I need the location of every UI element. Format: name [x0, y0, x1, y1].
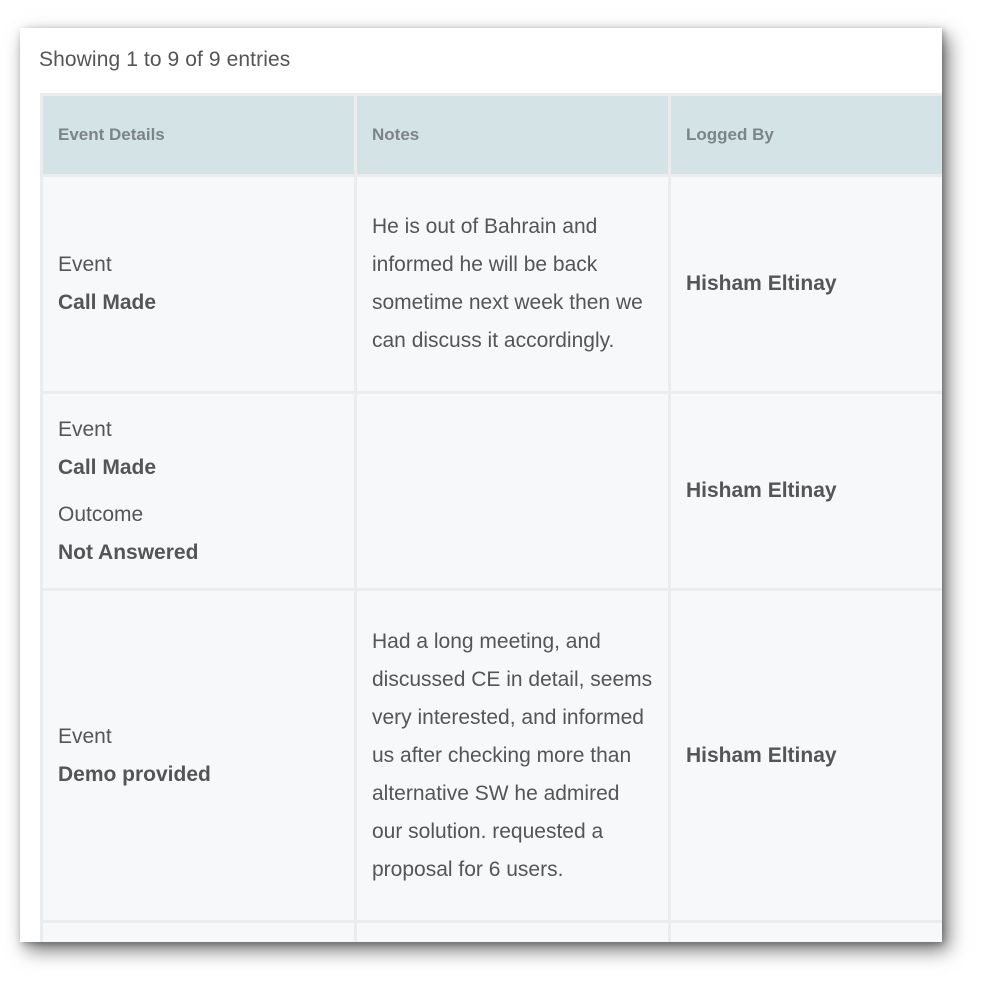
notes-cell: Had a long meeting, and discussed CE in detail, seems very interested, and informed us after checking more than alternative SW he admired our solution. requested a proposal for 6 users. [356, 590, 670, 922]
outcome-label: Outcome [58, 502, 144, 526]
column-header-notes[interactable]: Notes [356, 95, 670, 176]
event-log-table [40, 93, 942, 942]
event-value: Call Made [58, 455, 157, 479]
logged-by-name: Hisham Eltinay [686, 272, 837, 295]
logged-by-name: Hisham Eltinay [686, 479, 837, 502]
event-details-cell [42, 393, 356, 590]
logged-by-cell [670, 393, 943, 590]
column-header-event-details[interactable]: Event Details [42, 95, 356, 176]
event-label: Event [58, 253, 112, 276]
logged-by-name: Hisham Eltinay [686, 743, 837, 767]
table-row [42, 176, 943, 393]
table-header-row [42, 95, 943, 176]
event-details-cell [42, 922, 356, 943]
logged-by-cell [670, 922, 943, 943]
notes-cell: He is out of Bahrain and informed he will be back sometime next week then we can discuss it accordingly. [356, 176, 670, 393]
column-header-logged-by[interactable]: Logged By [670, 95, 943, 176]
logged-by-cell [670, 590, 943, 922]
event-details-cell [42, 590, 356, 922]
event-label: Event [58, 724, 112, 748]
outcome-value: Not Answered [58, 540, 199, 564]
table-row [42, 922, 943, 943]
notes-cell [356, 922, 670, 943]
logged-by-cell [670, 176, 943, 393]
table-row [42, 393, 943, 590]
event-log-panel [20, 28, 942, 942]
event-label: Event [58, 417, 112, 441]
notes-cell [356, 393, 670, 590]
event-details-cell [42, 176, 356, 393]
event-value: Demo provided [58, 762, 211, 786]
table-row [42, 590, 943, 922]
event-value: Call Made [58, 291, 157, 314]
entries-info: Showing 1 to 9 of 9 entries [39, 48, 291, 71]
